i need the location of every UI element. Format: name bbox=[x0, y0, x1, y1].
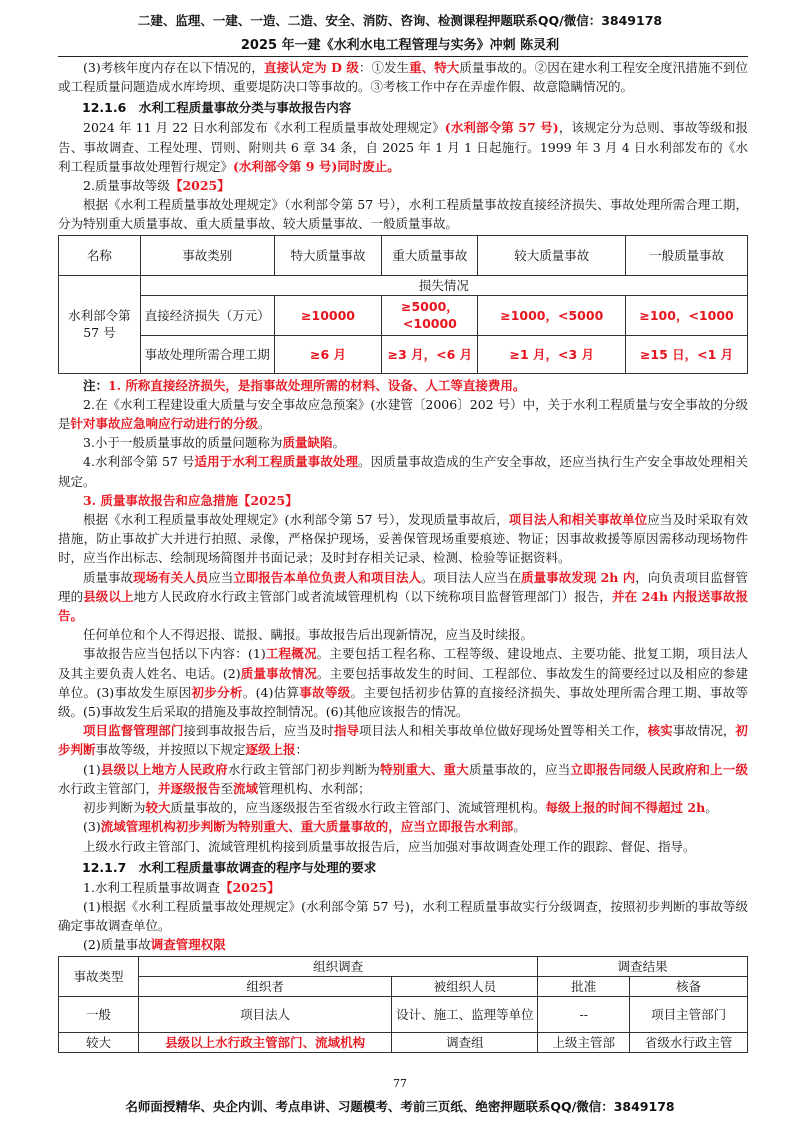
para-grade-title: 2.质量事故等级【2025】 bbox=[83, 178, 230, 194]
table-row bbox=[59, 1032, 748, 1052]
th-general: 一般质量事故 bbox=[626, 235, 748, 275]
footer-contact: 名师面授精华、央企内训、考点串讲、习题模考、考前三页纸、绝密押题联系QQ/微信：3849178 bbox=[125, 1099, 675, 1114]
page-content bbox=[58, 58, 748, 1053]
th-result: 调查结果 bbox=[538, 956, 748, 976]
para-investigation-title: 1.水利工程质量事故调查【2025】 bbox=[83, 879, 280, 895]
para-no-delay: 任何单位和个人不得迟报、谎报、瞒报。事故报告后出现新情况，应当及时续报。 bbox=[83, 627, 534, 643]
para-level-2: 初步判断为较大质量事故的，应当逐级报告至省级水行政主管部门、流域管理机构。每级上报的时间不得超过 2h。 bbox=[83, 800, 718, 816]
para-report-content: 事故报告应当包括以下内容：(1)工程概况。主要包括工程名称、工程等级、建设地点、主要功能、批复工期，项目法人及其主要负责人姓名、电话。(2)质量事故情况。主要包括事故发生的时间、工程部位、事故发生的简要经过以及相应的参建单位。(3)事故发生原因初步分析。(4)估算事故等级。主要包括初步估算的直接经济损失、事故处理所需合理工期、事故等级。(5)事故发生后采取的措施及事故控制情况。(6)其他应该报告的情况。 bbox=[58, 646, 748, 720]
cell-type: 较大 bbox=[59, 1032, 139, 1052]
section-12-1-7: 12.1.7 水利工程质量事故调查的程序与处理的要求 bbox=[82, 859, 377, 875]
header-rule bbox=[58, 56, 748, 57]
cell-type: 一般 bbox=[59, 996, 139, 1032]
accident-grade-table bbox=[58, 235, 748, 374]
cell-approve: 上级主管部 bbox=[538, 1032, 630, 1052]
cell-check: 项目主管部门 bbox=[630, 996, 748, 1032]
para-followup: 上级水行政主管部门、流域管理机构接到质量事故报告后，应当加强对事故调查处理工作的跟踪、督促、指导。 bbox=[83, 838, 696, 854]
note-1: 注：1. 所称直接经济损失，是指事故处理所需的材料、设备、人工等直接费用。 bbox=[83, 377, 526, 393]
para-report-time: 质量事故现场有关人员应当立即报告本单位负责人和项目法人。项目法人应当在质量事故发现 2h 内，向负责项目监督管理的县级以上地方人民政府水行政主管部门或者流域管理机构（以下统称项目监督管理部门）报告，并在 24h 内报送事故报告。 bbox=[58, 569, 748, 624]
th-accident-type: 事故类型 bbox=[59, 956, 139, 996]
para-assessment: (3)考核年度内存在以下情况的，直接认定为 D 级：①发生重、特大质量事故的。②因在建水利工程安全度汛措施不到位或工程质量问题造成水库垮坝、重要堤防决口等事故的。③考核工作中存在弄虚作假、故意隐瞒情况的。 bbox=[58, 60, 748, 95]
cell-organized: 调查组 bbox=[392, 1032, 538, 1052]
cell-loss-major: ≥5000，<10000 bbox=[382, 295, 478, 335]
loss-header: 损失情况 bbox=[140, 275, 747, 295]
note-4: 4.水利部令第 57 号适用于水利工程质量事故处理。因质量事故造成的生产安全事故，还应当执行生产安全事故处理相关规定。 bbox=[58, 454, 748, 489]
th-organizer: 组织者 bbox=[138, 976, 392, 996]
header-contact: 二建、监理、一建、一造、二造、安全、消防、咨询、检测课程押题联系QQ/微信：3849178 bbox=[137, 13, 663, 28]
header-title: 2025 年一建《水利水电工程管理与实务》冲刺 陈灵利 bbox=[240, 38, 560, 53]
para-level-1: (1)县级以上地方人民政府水行政主管部门初步判断为特别重大、重大质量事故的，应当立即报告同级人民政府和上一级水行政主管部门，并逐级报告至流域管理机构、水利部； bbox=[58, 761, 748, 796]
cell-organizer: 县级以上水行政主管部门、流域机构 bbox=[138, 1032, 392, 1052]
para-grade-desc: 根据《水利工程质量事故处理规定》（水利部令第 57 号），水利工程质量事故按直接经济损失、事故处理所需合理工期，分为特别重大质量事故、重大质量事故、较大质量事故、一般质量事故。 bbox=[58, 197, 748, 232]
cell-dur-major: ≥3 月，<6 月 bbox=[382, 335, 478, 373]
cell-approve: -- bbox=[538, 996, 630, 1032]
table-row bbox=[59, 996, 748, 1032]
para-measures: 根据《水利工程质量事故处理规定》(水利部令第 57 号），发现质量事故后，项目法人和相关事故单位应当及时采取有效措施，防止事故扩大并进行拍照、录像，严格保护现场，妥善保管现场重要痕迹、物证；因事故救援等原因需移动现场物件时，应当作出标志、绘制现场简图并书面记录；及时封存相关记录、检测、检验等证据资料。 bbox=[58, 512, 748, 566]
cell-check: 省级水行政主管 bbox=[630, 1032, 748, 1052]
th-check: 核备 bbox=[630, 976, 748, 996]
cell-organized: 设计、施工、监理等单位 bbox=[392, 996, 538, 1032]
section-3-report: 3. 质量事故报告和应急措施【2025】 bbox=[83, 492, 298, 508]
cell-dur-general: ≥15 日，<1 月 bbox=[626, 335, 748, 373]
label-duration: 事故处理所需合理工期 bbox=[140, 335, 274, 373]
cell-dur-large: ≥1 月，<3 月 bbox=[478, 335, 626, 373]
th-type: 事故类别 bbox=[140, 235, 274, 275]
th-major: 重大质量事故 bbox=[382, 235, 478, 275]
cell-loss-special: ≥10000 bbox=[274, 295, 382, 335]
th-name: 名称 bbox=[59, 235, 141, 275]
cell-loss-large: ≥1000，<5000 bbox=[478, 295, 626, 335]
para-regulation: 2024 年 11 月 22 日水利部发布《水利工程质量事故处理规定》(水利部令第 57 号)，该规定分为总则、事故等级和报告、事故调查、工程处理、罚则、附则共 6 章 34 条，自 2025 年 1 月 1 日起施行。1999 年 3 月 4 日水利部发布的《水利工程质量事故处理暂行规定》(水利部令第 9 号)同时废止。 bbox=[58, 120, 748, 174]
investigation-table bbox=[58, 956, 748, 1053]
para-level-3: (3)流域管理机构初步判断为特别重大、重大质量事故的，应当立即报告水利部。 bbox=[83, 819, 526, 835]
th-organized: 被组织人员 bbox=[392, 976, 538, 996]
th-large: 较大质量事故 bbox=[478, 235, 626, 275]
note-2: 2.在《水利工程建设重大质量与安全事故应急预案》(水建管〔2006〕202 号）中，关于水利工程质量与安全事故的分级是针对事故应急响应行动进行的分级。 bbox=[58, 396, 748, 432]
cell-organizer: 项目法人 bbox=[138, 996, 392, 1032]
label-economic-loss: 直接经济损失（万元） bbox=[140, 295, 274, 335]
page-number: 77 bbox=[393, 1077, 407, 1090]
th-approve: 批准 bbox=[538, 976, 630, 996]
cell-loss-general: ≥100，<1000 bbox=[626, 295, 748, 335]
para-supervision: 项目监督管理部门接到事故报告后，应当及时指导项目法人和相关事故单位做好现场处置等相关工作，核实事故情况，初步判断事故等级，并按照以下规定逐级上报： bbox=[58, 723, 748, 758]
th-special: 特大质量事故 bbox=[274, 235, 382, 275]
row-name: 水利部令第 57 号 bbox=[59, 275, 141, 373]
th-organize: 组织调查 bbox=[138, 956, 537, 976]
para-investigation-desc: (1)根据《水利工程质量事故处理规定》(水利部令第 57 号)，水利工程质量事故实行分级调查，按照初步判断的事故等级确定事故调查单位。 bbox=[58, 898, 748, 934]
cell-dur-special: ≥6 月 bbox=[274, 335, 382, 373]
para-authority: (2)质量事故调查管理权限 bbox=[83, 937, 226, 953]
note-3: 3.小于一般质量事故的质量问题称为质量缺陷。 bbox=[83, 435, 345, 451]
section-12-1-6: 12.1.6 水利工程质量事故分类与事故报告内容 bbox=[82, 100, 352, 116]
